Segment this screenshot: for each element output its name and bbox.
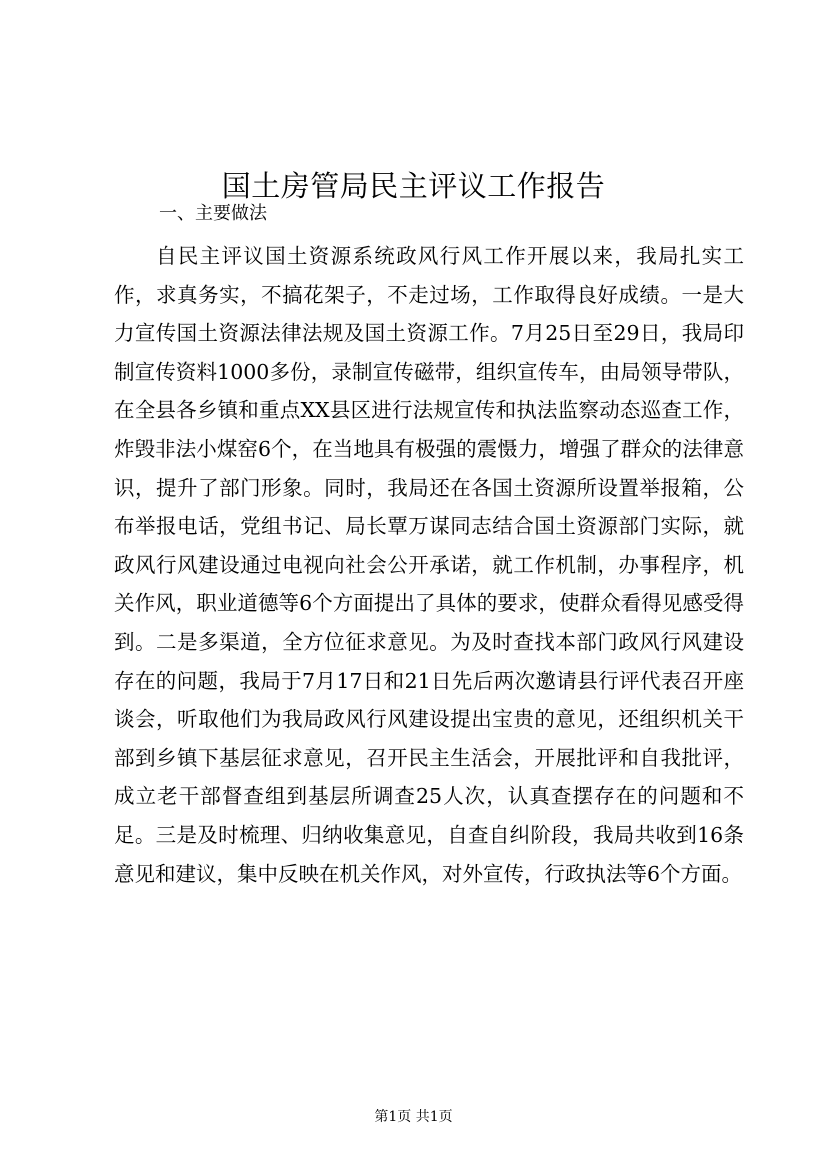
body-paragraph: 自民主评议国土资源系统政风行风工作开展以来，我局扎实工作，求真务实，不搞花架子，不走过场，工作取得良好成绩。一是大力宣传国土资源法律法规及国土资源工作。7月25日至29日，我局印制宣传资料1000多份，录制宣传磁带，组织宣传车，由局领导带队，在全县各乡镇和重点XX县区进行法规宣传和执法监察动态巡查工作，炸毁非法小煤窑6个，在当地具有极强的震慑力，增强了群众的法律意识，提升了部门形象。同时，我局还在各国土资源所设置举报箱，公布举报电话，党组书记、局长覃万谋同志结合国土资源部门实际，就政风行风建设通过电视向社会公开承诺，就工作机制，办事程序，机关作风，职业道德等6个方面提出了具体的要求，使群众看得见感受得到。二是多渠道，全方位征求意见。为及时查找本部门政风行风建设存在的问题，我局于7月17日和21日先后两次邀请县行评代表召开座谈会，听取他们为我局政风行风建设提出宝贵的意见，还组织机关干部到乡镇下基层征求意见，召开民主生活会，开展批评和自我批评，成立老干部督查组到基层所调查25人次，认真查摆存在的问题和不足。三是及时梳理、归纳收集意见，自查自纠阶段，我局共收到16条意见和建议，集中反映在机关作风，对外宣传，行政执法等6个方面。: [114, 244, 744, 886]
page-number-footer: 第1页 共1页: [374, 1109, 453, 1125]
section-heading: 一、主要做法: [159, 203, 267, 224]
document-title: 国土房管局民主评议工作报告: [221, 169, 606, 204]
